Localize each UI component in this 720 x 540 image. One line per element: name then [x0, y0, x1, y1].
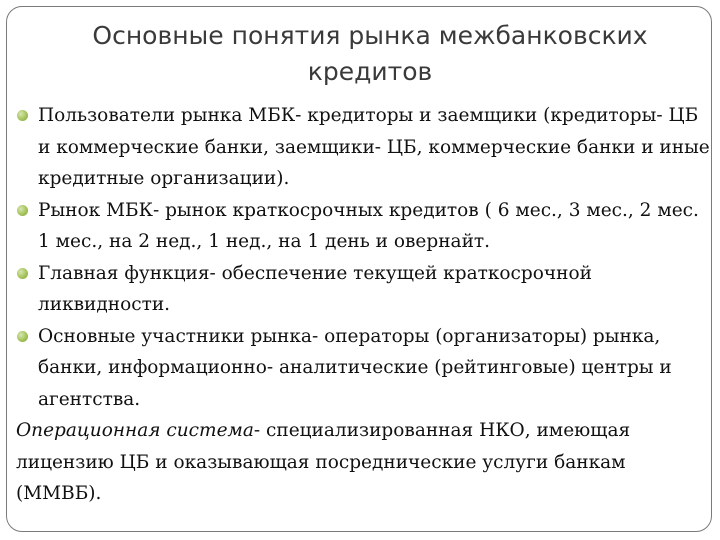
- bullet-item: [16, 100, 710, 195]
- bullet-icon: [17, 331, 28, 342]
- slide-title: Основные понятия рынка межбанковских кредитов: [92, 21, 648, 86]
- bullet-icon: [17, 268, 28, 279]
- bullet-text: Основные участники рынка- операторы (организаторы) рынка, банки, информационно- аналитические (рейтинговые) центры и агентства.: [38, 325, 672, 410]
- bullet-icon: [17, 110, 28, 121]
- bullet-item: [16, 321, 710, 416]
- bullet-item: [16, 195, 710, 258]
- definition-text: - специализированная НКО, имеющая лицензию ЦБ и оказывающая посреднические услуги банкам (ММВБ).: [16, 420, 631, 504]
- bullet-item: [16, 258, 710, 321]
- bullet-icon: [17, 205, 28, 216]
- bullet-text: Рынок МБК- рынок краткосрочных кредитов ( 6 мес., 3 мес., 2 мес. 1 мес., на 2 нед., 1 нед., на 1 день и овернайт.: [38, 199, 699, 252]
- definition-term: Операционная система: [16, 420, 254, 441]
- slide-body: [16, 100, 710, 510]
- definition-paragraph: [16, 415, 710, 510]
- bullet-text: Главная функция- обеспечение текущей краткосрочной ликвидности.: [38, 262, 592, 315]
- bullet-text: Пользователи рынка МБК- кредиторы и заемщики (кредиторы- ЦБ и коммерческие банки, заемщики- ЦБ, коммерческие банки и иные кредитные организации).: [38, 105, 710, 189]
